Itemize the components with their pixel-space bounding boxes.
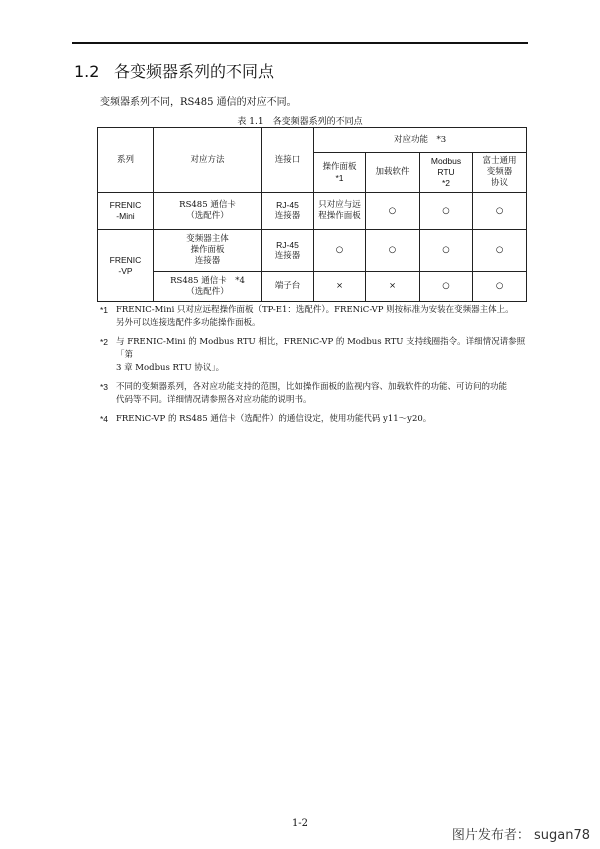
top-rule (72, 42, 528, 44)
mini-loader: ○ (366, 193, 420, 230)
vp-row1-method-line2: 操作面板 (190, 245, 225, 255)
vp-row2-port: 端子台 (262, 272, 314, 302)
header-series: 系列 (98, 128, 154, 193)
footnote-text: FRENIC-Mini 只对应远程操作面板（TP-E1：选配件）。FRENiC-VP 则按标准为安装在变频器主体上。 (116, 305, 514, 315)
mini-method (154, 193, 262, 230)
mini-series-line2: -Mini (116, 211, 135, 221)
vp-row2-method (154, 272, 262, 302)
header-keypad-label: 操作面板 (322, 161, 357, 172)
header-loader: 加载软件 (366, 153, 420, 193)
mini-keypad-line2: 程操作面板 (318, 211, 361, 221)
mini-keypad-line1: 只对应与远 (318, 200, 361, 210)
footnote-text: FRENiC-VP 的 RS485 通信卡（选配件）的通信设定，使用功能代码 y11～y20。 (116, 414, 432, 424)
vp-row1-fuji: ○ (473, 230, 527, 272)
mini-series (98, 193, 154, 230)
mini-keypad (314, 193, 366, 230)
vp-row2-method-line1: RS485 通信卡 *4 (170, 275, 245, 286)
header-modbus (420, 153, 473, 193)
section-heading (74, 59, 274, 82)
intro-text: 变频器系列不同，RS485 通信的对应不同。 (100, 97, 297, 108)
vp-row2-loader: × (366, 272, 420, 302)
footnote-2 (100, 336, 530, 375)
vp-row2-method-line2: （选配件） (186, 286, 229, 297)
mini-port-line1: RJ-45 (276, 200, 299, 210)
table-caption: 表 1.1 各变频器系列的不同点 (237, 117, 363, 127)
footnote-mark: *4 (100, 414, 109, 424)
vp-row1-loader: ○ (366, 230, 420, 272)
footnote-mark: *1 (100, 305, 109, 315)
footnote-mark: *2 (100, 337, 109, 347)
mini-method-line2: （选配件） (186, 211, 229, 221)
footnote-3 (100, 381, 530, 407)
header-method: 对应方法 (154, 128, 262, 193)
vp-row1-port-line2: 连接器 (274, 250, 301, 261)
header-keypad (314, 153, 366, 193)
mini-method-line1: RS485 通信卡 (179, 200, 236, 210)
vp-row1-keypad: ○ (314, 230, 366, 272)
vp-row2-keypad: × (314, 272, 366, 302)
footnote-text: 另外可以连接选配件多功能操作面板。 (116, 318, 261, 328)
section-title: 各变频器系列的不同点 (114, 62, 275, 81)
vp-row1-method (154, 230, 262, 272)
vp-series-line1: FRENIC (109, 254, 142, 265)
header-fuji (473, 153, 527, 193)
footnote-text: 3 章 Modbus RTU 协议」。 (116, 363, 225, 373)
header-keypad-note: *1 (335, 172, 344, 183)
section-number: 1.2 (74, 62, 100, 81)
vp-row2-fuji: ○ (473, 272, 527, 302)
footnote-1 (100, 304, 530, 330)
header-modbus-line2: RTU (437, 167, 455, 177)
page-number: 1-2 (291, 818, 309, 829)
header-fuji-line2: 变频器 (486, 167, 513, 177)
vp-row1-port-line1: RJ-45 (276, 239, 299, 250)
watermark: 图片发布者： sugan78 (451, 828, 590, 843)
footnotes (100, 304, 530, 432)
header-port: 连接口 (262, 128, 314, 193)
vp-row1-port (262, 230, 314, 272)
mini-fuji: ○ (473, 193, 527, 230)
vp-row1-method-line3: 连接器 (194, 256, 221, 266)
header-functions: 对应功能 *3 (314, 128, 527, 153)
vp-row1-method-line1: 变频器主体 (186, 234, 229, 244)
footnote-4 (100, 413, 530, 426)
footnote-text: 不同的变频器系列，各对应功能支持的范围，比如操作面板的监视内容、加载软件的功能、可访问的功能 (116, 382, 508, 392)
header-fuji-line3: 协议 (491, 178, 509, 188)
mini-modbus: ○ (420, 193, 473, 230)
header-modbus-note: *2 (441, 178, 451, 188)
footnote-text: 代码等不同。详细情况请参照各对应功能的说明书。 (116, 395, 312, 405)
header-fuji-line1: 富士通用 (482, 156, 517, 166)
footnote-text: 与 FRENIC-Mini 的 Modbus RTU 相比，FRENiC-VP 的 Modbus RTU 支持线圈指令。详细情况请参照「第 (116, 337, 526, 360)
vp-row1-modbus: ○ (420, 230, 473, 272)
mini-port-line2: 连接器 (274, 211, 301, 221)
vp-row2-modbus: ○ (420, 272, 473, 302)
vp-series-line2: -VP (118, 265, 133, 276)
mini-series-line1: FRENIC (109, 200, 142, 210)
mini-port (262, 193, 314, 230)
footnote-mark: *3 (100, 382, 109, 392)
header-modbus-line1: Modbus (430, 156, 462, 166)
series-comparison-table (97, 127, 527, 302)
vp-series (98, 230, 154, 302)
